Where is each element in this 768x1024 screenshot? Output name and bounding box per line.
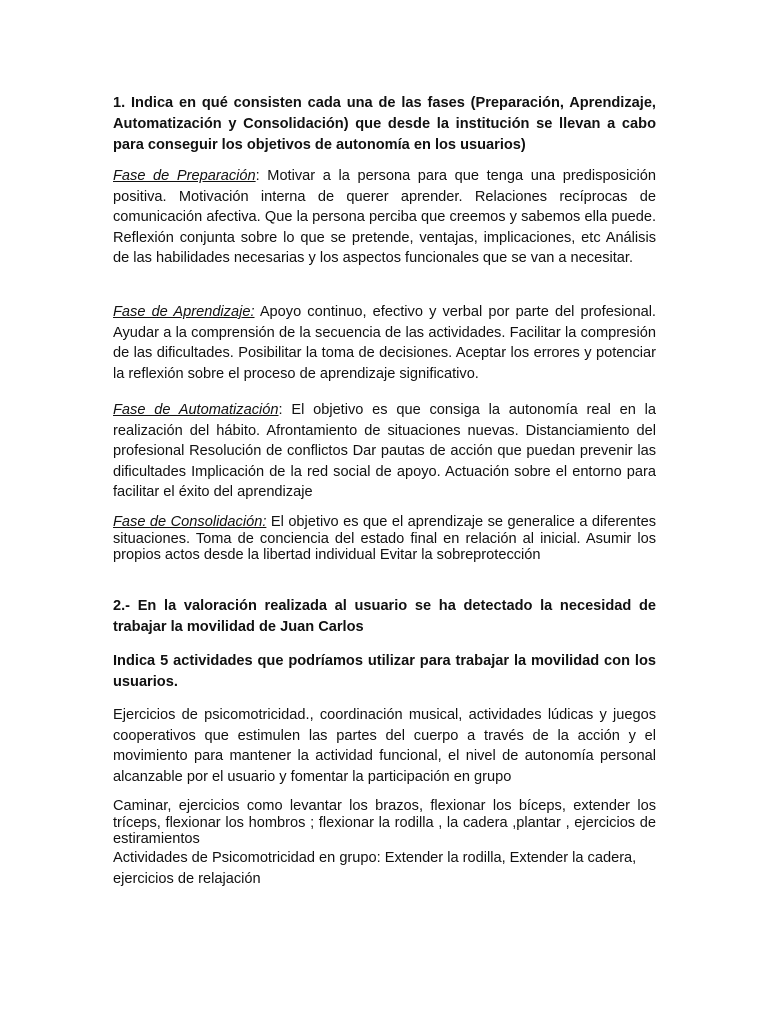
phase-name: Fase de Preparación xyxy=(113,168,256,184)
question-2-answer: Ejercicios de psicomotricidad., coordinación musical, actividades lúdicas y juegos cooperativos que estimulen las partes del cuerpo a través de la acción y el movimiento para mantener la actividad funcional, el nivel de autonomía personal alcanzable por el usuario y fomentar la participación en grupo xyxy=(113,707,656,785)
phase-separator: : xyxy=(278,402,283,418)
phase-text: Apoyo continuo, efectivo y verbal por parte del profesional. Ayudar a la comprensión de la secuencia de las actividades. Facilitar la compresión de las dificultades. Posibilitar la toma de decisiones. Aceptar los errores y potenciar la reflexión sobre el proceso de aprendizaje significativo. xyxy=(113,304,656,382)
question-2-heading: 2.- En la valoración realizada al usuario se ha detectado la necesidad de trabajar la movilidad de Juan Carlos xyxy=(113,598,656,635)
question-2-subheading: Indica 5 actividades que podríamos utilizar para trabajar la movilidad con los usuarios. xyxy=(113,653,656,690)
phase-consolidacion xyxy=(113,514,656,564)
phase-text: El objetivo es que el aprendizaje se generalice a diferentes situaciones. Toma de conciencia del estado final en relación al inicial. Asumir los propios actos desde la libertad individual Evitar la sobreprotección xyxy=(113,514,657,563)
phase-text: El objetivo es que consiga la autonomía real en la realización del hábito. Afrontamiento de situaciones nuevas. Distanciamiento del profesional Resolución de conflictos Dar pautas de acción que puedan prevenir las dificultades Implicación de la red social de apoyo. Actuación sobre el entorno para facilitar el éxito del aprendizaje xyxy=(113,402,656,501)
activities-list: Caminar, ejercicios como levantar los brazos, flexionar los bíceps, extender los tríceps, flexionar los hombros ; flexionar la rodilla , la cadera ,plantar , ejercicios de estiramientos xyxy=(113,798,656,847)
phase-name: Fase de Aprendizaje: xyxy=(113,304,255,320)
phase-automatizacion xyxy=(113,400,656,503)
phase-preparacion xyxy=(113,166,656,269)
phase-text: Motivar a la persona para que tenga una predisposición positiva. Motivación interna de querer aprender. Relaciones recíprocas de comunicación afectiva. Que la persona perciba que creemos y sabemos ella puede. Reflexión conjunta sobre lo que se pretende, ventajas, implicaciones, etc Análisis de las habilidades necesarias y los aspectos funcionales que se van a necesitar. xyxy=(113,168,656,267)
phase-aprendizaje xyxy=(113,302,656,384)
phase-name: Fase de Consolidación: xyxy=(113,514,267,530)
phase-separator: : xyxy=(255,168,260,184)
question-1-heading: 1. Indica en qué consisten cada una de las fases (Preparación, Aprendizaje, Automatización y Consolidación) que desde la institución se llevan a cabo para conseguir los objetivos de autonomía en los usuarios) xyxy=(113,95,656,153)
phase-name: Fase de Automatización xyxy=(113,402,279,418)
group-activities: Actividades de Psicomotricidad en grupo: Extender la rodilla, Extender la cadera, ejercicios de relajación xyxy=(113,850,637,887)
